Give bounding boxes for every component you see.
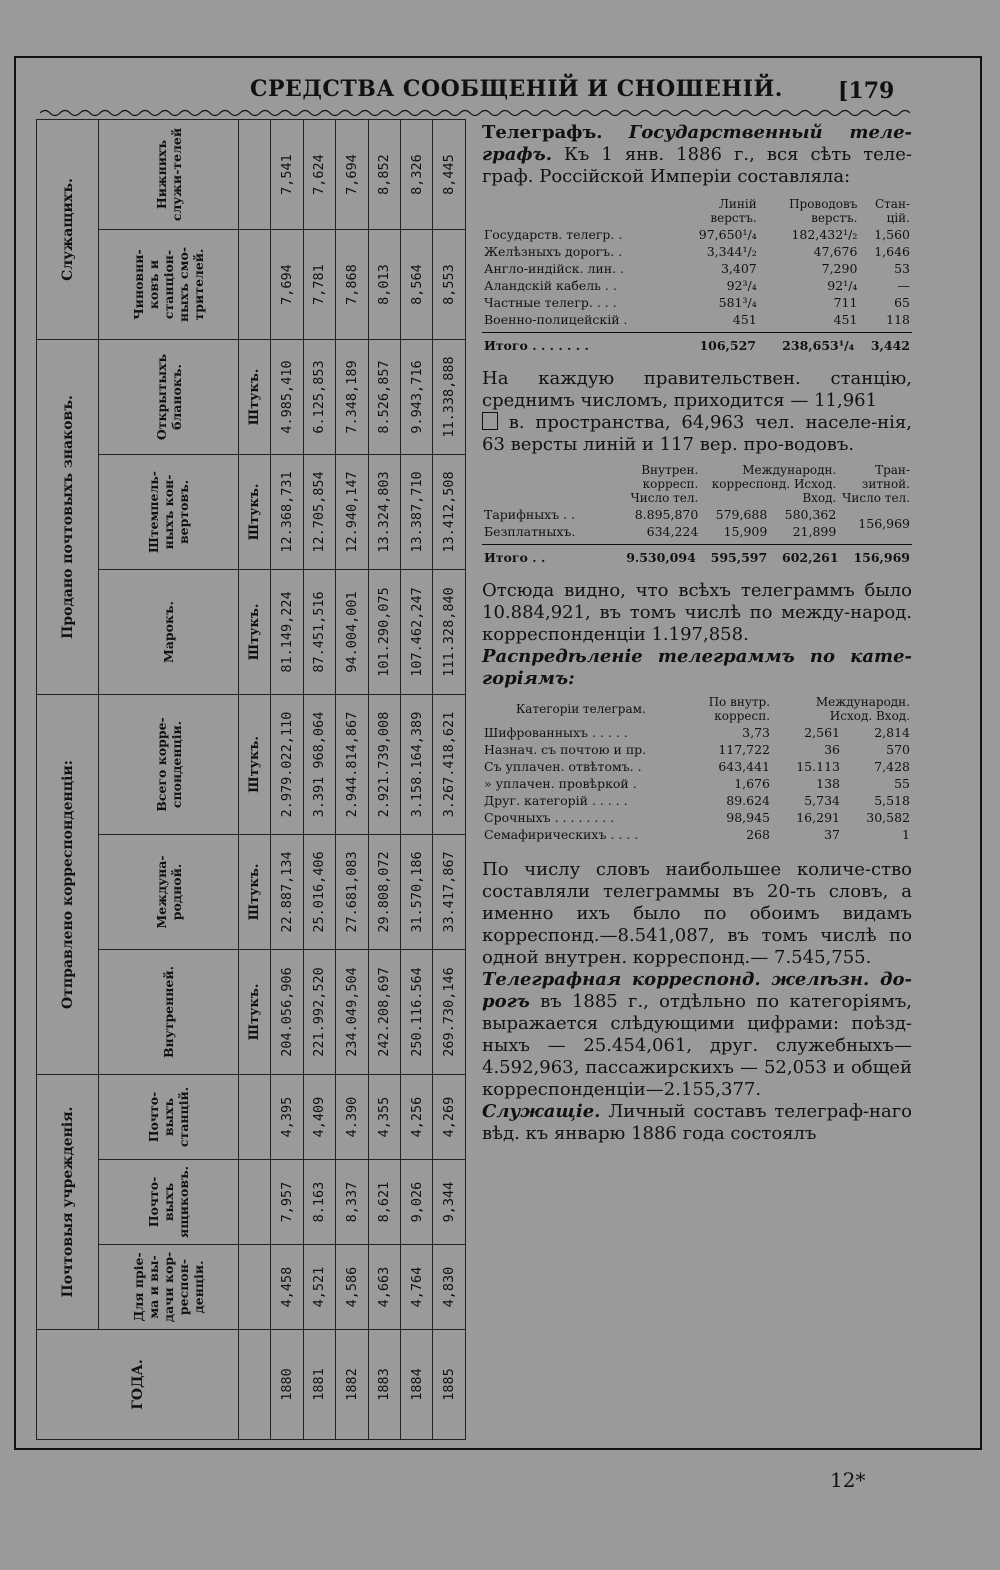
stat-cell: 22.887,134 [271, 835, 303, 950]
corr-header-internal: Внутрен. корресп. Число тел. [630, 463, 699, 505]
stat-cell: 9,026 [401, 1160, 433, 1245]
unit-cell: Штукъ. [239, 950, 271, 1075]
unit-cell: Штукъ. [239, 455, 271, 570]
corr-total-cell: 156,969 [853, 550, 910, 565]
stat-cell: 242.208,697 [368, 950, 400, 1075]
unit-cell [239, 1245, 271, 1330]
stat-cell: 4,256 [401, 1075, 433, 1160]
correspondence-table [482, 462, 912, 540]
stat-cell: 29.808,072 [368, 835, 400, 950]
col-officials: Чиновни-ковъ и станціон-ныхъ смо-трителей. [99, 230, 239, 340]
unit-row-empty [239, 1330, 271, 1440]
stat-cell: 221.992,520 [303, 950, 335, 1075]
postal-stats-table [36, 120, 466, 1440]
net-cell: 451 [833, 312, 858, 327]
railway-text: въ 1885 г., отдѣльно по категоріямъ, выражается слѣдующими цифрами: поѣзд-ныхъ — 25.454,061, друг. служебныхъ— 4.592,963, пассажирскихъ — 52,053 и общей корреспонденціи—2.155,377. [482, 991, 912, 1100]
cat-cell: 138 [816, 776, 840, 791]
cat-cell: 36 [824, 742, 840, 757]
cat-cell: 55 [894, 776, 910, 791]
stat-cell: 4,269 [433, 1075, 466, 1160]
cat-cell: 5,518 [874, 793, 910, 808]
stat-cell: 4,521 [303, 1245, 335, 1330]
unit-cell: Штукъ. [239, 570, 271, 695]
cat-cell: 117,722 [718, 742, 771, 757]
corr-cell: 634,224 [646, 524, 699, 539]
page-number: [179 [838, 78, 895, 104]
sent-group-header: Отправлено корреспонденціи: [37, 695, 99, 1075]
col-internal: Внутренней. [99, 950, 239, 1075]
stat-cell: 4,764 [401, 1245, 433, 1330]
stat-cell: 13.387,710 [401, 455, 433, 570]
net-row-label: Желѣзныхъ дорогъ. . [484, 244, 623, 259]
stat-cell: 7,694 [336, 120, 368, 230]
table-row [401, 120, 433, 1440]
staff-paragraph [482, 1101, 912, 1145]
table-row [482, 826, 912, 843]
stat-cell: 4,830 [433, 1245, 466, 1330]
staff-text: Личный составъ телеграф-наго вѣд. къ январю 1886 года состоялъ [482, 1101, 912, 1144]
net-total-label: Итого . . . . . . . [484, 338, 589, 353]
cat-row-label: Срочныхъ . . . . . . . . [484, 810, 615, 825]
cat-cell: 37 [824, 827, 840, 842]
year-cell: 1885 [433, 1330, 466, 1440]
stat-cell: 7,957 [271, 1160, 303, 1245]
net-row-label: Частные телегр. . . . [484, 295, 617, 310]
stat-cell: 8,564 [401, 230, 433, 340]
railway-heading: Телеграфная корреспонд. желѣзн. до-рогъ [482, 969, 912, 1012]
cat-header-international: Международн. Исход. Вход. [815, 695, 910, 723]
net-cell: — [897, 278, 910, 293]
stat-cell: 3.267.418,621 [433, 695, 466, 835]
cat-cell: 268 [746, 827, 771, 842]
unit-cell: Штукъ. [239, 695, 271, 835]
net-total-lines: 106,527 [699, 338, 756, 353]
col-reception: Для пріе-ма и вы-дачи кор-респон-денціи. [99, 1245, 239, 1330]
cat-row-label: Съ уплачен. отвѣтомъ. . [484, 759, 642, 774]
net-row-label: Государств. телегр. . [484, 227, 623, 242]
unit-cell: Штукъ. [239, 835, 271, 950]
cat-cell: 2,561 [804, 725, 840, 740]
net-row-label: Аландскій кабель . . [484, 278, 617, 293]
net-cell: 53 [894, 261, 910, 276]
net-cell: 711 [833, 295, 858, 310]
stat-cell: 4,409 [303, 1075, 335, 1160]
stat-cell: 8.526,857 [368, 340, 400, 455]
corr-row-label: Тарифныхъ . . [484, 507, 576, 522]
corr-cell: 21,899 [792, 524, 837, 539]
year-cell: 1884 [401, 1330, 433, 1440]
cat-row-label: Назнач. съ почтою и пр. [484, 742, 647, 757]
col-stations: Почто-выхъ станцій. [99, 1075, 239, 1160]
net-cell: 3,407 [720, 261, 757, 276]
cat-cell: 2,814 [874, 725, 910, 740]
net-cell: 3,344¹/₂ [706, 244, 757, 259]
table-row [482, 243, 912, 260]
net-row-label: Англо-индійск. лин. . [484, 261, 625, 276]
table-row [482, 775, 912, 792]
table-row [482, 741, 912, 758]
corr-cell: 15,909 [723, 524, 768, 539]
table-row [271, 120, 303, 1440]
stat-cell: 94.004,001 [336, 570, 368, 695]
stat-cell: 7,541 [271, 120, 303, 230]
stat-cell: 4,586 [336, 1245, 368, 1330]
table-row [482, 724, 912, 741]
telegraph-intro [482, 122, 912, 188]
staff-heading: Служащіе. [482, 1101, 601, 1122]
wavy-divider [40, 108, 910, 118]
stat-cell: 204.056,906 [271, 950, 303, 1075]
categories-title-text: Распредѣленіе телеграммъ по кате-горіямъ: [482, 646, 912, 689]
col-international: Междуна-родной. [99, 835, 239, 950]
stat-cell: 6.125,853 [303, 340, 335, 455]
corr-header-international: Международн. корреспонд. Исход. Вход. [711, 463, 837, 505]
net-cell: 7,290 [821, 261, 858, 276]
year-cell: 1882 [336, 1330, 368, 1440]
net-cell: 451 [732, 312, 757, 327]
cat-cell: 30,582 [866, 810, 910, 825]
stat-cell: 7,624 [303, 120, 335, 230]
corr-transit-value: 156,969 [858, 515, 910, 531]
stat-cell: 12.705,854 [303, 455, 335, 570]
table-row [368, 120, 400, 1440]
corr-total-cell: 595,597 [710, 550, 768, 565]
table-row [482, 792, 912, 809]
stat-cell: 12.940,147 [336, 455, 368, 570]
cat-cell: 5,734 [804, 793, 840, 808]
network-table [482, 196, 912, 328]
corr-cell: 8.895,870 [634, 507, 699, 522]
square-symbol [482, 412, 498, 430]
total-telegrams-paragraph: Отсюда видно, что всѣхъ телеграммъ было 10.884,921, въ томъ числѣ по между-народ. корреспонденціи 1.197,858. [482, 580, 912, 645]
table-row [433, 120, 466, 1440]
cat-cell: 15.113 [796, 759, 840, 774]
stat-cell: 269.730,146 [433, 950, 466, 1075]
stat-cell: 8,337 [336, 1160, 368, 1245]
stat-cell: 101.290,075 [368, 570, 400, 695]
stat-cell: 4.985,410 [271, 340, 303, 455]
categories-table [482, 694, 912, 843]
corr-cell: 579,688 [715, 507, 768, 522]
cat-row-label: Друг. категорій . . . . . [484, 793, 628, 808]
stat-cell: 8,013 [368, 230, 400, 340]
stat-cell: 7,694 [271, 230, 303, 340]
stat-cell: 9,344 [433, 1160, 466, 1245]
stat-cell: 250.116.564 [401, 950, 433, 1075]
stat-cell: 11.338,888 [433, 340, 466, 455]
cat-cell: 643,441 [718, 759, 771, 774]
stat-cell: 7,868 [336, 230, 368, 340]
cat-cell: 1 [902, 827, 910, 842]
col-postcards: Открытыхъ бланокъ. [99, 340, 239, 455]
stat-cell: 4.390 [336, 1075, 368, 1160]
table-row [482, 294, 912, 311]
corr-row-label: Безплатныхъ. [484, 524, 576, 539]
table-row [482, 311, 912, 328]
unit-cell [239, 120, 271, 230]
telegraph-section [482, 122, 912, 1145]
stat-cell: 234.049,504 [336, 950, 368, 1075]
stat-cell: 3.391 968,064 [303, 695, 335, 835]
net-cell: 581³/₄ [718, 295, 757, 310]
corr-total-label: Итого . . [484, 550, 546, 565]
table-row [482, 809, 912, 826]
page-title: СРЕДСТВА СООБЩЕНІЙ И СНОШЕНІЙ. [250, 76, 783, 102]
corr-header-transit: Тран-зитной. Число тел. [842, 463, 910, 505]
table-row [303, 120, 335, 1440]
col-postboxes: Почто-выхъ ящиковъ. [99, 1160, 239, 1245]
cat-row-label: Шифрованныхъ . . . . . [484, 725, 628, 740]
corr-total-cell: 9.530,094 [626, 550, 696, 565]
stat-cell: 2.944.814,867 [336, 695, 368, 835]
stat-cell: 111.328,840 [433, 570, 466, 695]
net-cell: 97,650¹/₄ [698, 227, 757, 242]
stat-cell: 13.324,803 [368, 455, 400, 570]
stat-cell: 33.417,867 [433, 835, 466, 950]
table-row [482, 226, 912, 243]
stat-cell: 7,781 [303, 230, 335, 340]
cat-cell: 16,291 [796, 810, 840, 825]
cat-cell: 1,676 [734, 776, 771, 791]
stat-cell: 3.158.164,389 [401, 695, 433, 835]
net-cell: 92¹/₄ [827, 278, 858, 293]
stat-cell: 4,355 [368, 1075, 400, 1160]
net-total-wires: 238,653¹/₄ [782, 338, 855, 353]
net-cell: 92³/₄ [726, 278, 757, 293]
table-row [482, 758, 912, 775]
stat-cell: 12.368,731 [271, 455, 303, 570]
unit-cell: Штукъ. [239, 340, 271, 455]
net-cell: 118 [886, 312, 910, 327]
net-header-wires: Проводовъ верстъ. [789, 197, 858, 225]
cat-row-label: » уплачен. провѣркой . [484, 776, 637, 791]
para1-part-a: На каждую правительствен. станцію, среднимъ числомъ, приходится — 11,961 [482, 368, 912, 411]
station-average-paragraph [482, 368, 912, 456]
stat-cell: 107.462,247 [401, 570, 433, 695]
stat-cell: 25.016,406 [303, 835, 335, 950]
unit-cell [239, 1160, 271, 1245]
sold-group-header: Продано почтовыхъ знаковъ. [37, 340, 99, 695]
year-cell: 1881 [303, 1330, 335, 1440]
stat-cell: 4,458 [271, 1245, 303, 1330]
net-row-label: Военно-полицейскій . [484, 312, 628, 327]
stat-cell: 13.412,508 [433, 455, 466, 570]
stat-cell: 8,326 [401, 120, 433, 230]
col-servants: Нижнихъ служи-телей [99, 120, 239, 230]
stat-cell: 31.570,186 [401, 835, 433, 950]
stat-cell: 8,445 [433, 120, 466, 230]
stat-cell: 9.943,716 [401, 340, 433, 455]
stat-cell: 81.149,224 [271, 570, 303, 695]
net-total-stations: 3,442 [870, 338, 910, 353]
unit-cell [239, 230, 271, 340]
offices-group-header: Почтовыя учрежденія. [37, 1075, 99, 1330]
telegraph-heading: Телеграфъ. [482, 122, 603, 143]
stat-cell: 8.163 [303, 1160, 335, 1245]
cat-header-category: Категоріи телеграм. [516, 702, 646, 716]
footer-signature: 12* [830, 1468, 866, 1492]
stat-cell: 2.979.022,110 [271, 695, 303, 835]
telegraph-intro-text: Къ 1 янв. 1886 г., вся сѣть теле-граф. Россійской Имперіи составляла: [482, 144, 912, 187]
corr-cell: 580,362 [784, 507, 837, 522]
stat-cell: 2.921.739,008 [368, 695, 400, 835]
stat-cell: 87.451,516 [303, 570, 335, 695]
cat-cell: 3‚73 [742, 725, 771, 740]
stat-cell: 8,852 [368, 120, 400, 230]
staff-group-header: Служащихъ. [37, 120, 99, 340]
net-cell: 182,432¹/₂ [791, 227, 858, 242]
table-row [336, 120, 368, 1440]
para1-part-b: в. пространства, 64,963 чел. населе-нія, 63 версты линій и 117 вер. про-водовъ. [482, 412, 912, 455]
net-cell: 1,560 [874, 227, 910, 242]
stat-cell: 4,663 [368, 1245, 400, 1330]
cat-row-label: Семафирическихъ . . . . [484, 827, 639, 842]
corr-total-cell: 602,261 [782, 550, 839, 565]
stat-cell: 8,621 [368, 1160, 400, 1245]
stat-cell: 27.681,083 [336, 835, 368, 950]
network-total [482, 337, 912, 354]
net-header-stations: Стан-цій. [874, 197, 910, 225]
words-paragraph: По числу словъ наибольшее количе-ство составляли телеграммы въ 20-ть словъ, а именно ихъ было по обоимъ видамъ корреспонд.—8.541,087, въ томъ числѣ по одной внутрен. корреспонд.— 7.545,755. [482, 859, 912, 968]
col-envelopes: Штемпель-ныхъ кон-вертовъ. [99, 455, 239, 570]
net-cell: 1,646 [874, 244, 910, 259]
table-row [482, 277, 912, 294]
cat-cell: 89.624 [726, 793, 771, 808]
table-row [482, 260, 912, 277]
correspondence-total [482, 549, 912, 566]
year-cell: 1880 [271, 1330, 303, 1440]
years-header: ГОДА. [37, 1330, 239, 1440]
cat-cell: 98,945 [726, 810, 771, 825]
col-total-corr: Всего корре-спонденціи. [99, 695, 239, 835]
year-cell: 1883 [368, 1330, 400, 1440]
categories-title [482, 646, 912, 690]
cat-header-internal: По внутр. корресп. [708, 695, 771, 723]
telegraph-subheading: Государственный теле-графъ. [482, 122, 912, 165]
cat-cell: 7,428 [874, 759, 910, 774]
stat-cell: 8,553 [433, 230, 466, 340]
stat-cell: 7.348,189 [336, 340, 368, 455]
railway-paragraph [482, 969, 912, 1101]
net-cell: 65 [894, 295, 910, 310]
unit-cell [239, 1075, 271, 1160]
net-header-lines: Линій верстъ. [710, 197, 757, 225]
col-stamps: Марокъ. [99, 570, 239, 695]
stat-cell: 4,395 [271, 1075, 303, 1160]
cat-cell: 570 [886, 742, 910, 757]
net-cell: 47,676 [813, 244, 858, 259]
